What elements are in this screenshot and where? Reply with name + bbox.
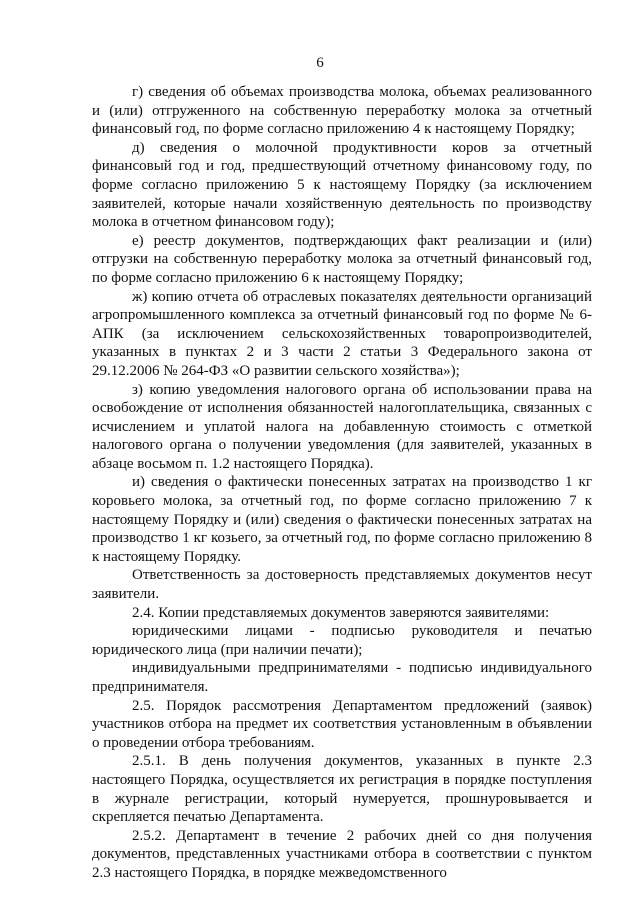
paragraph-item-g: г) сведения об объемах производства молока, объемах реализованного и (или) отгруженного на собственную переработку молока за отчетный финансовый год, по форме согласно приложению 4 к настоящему Порядку; bbox=[92, 84, 592, 138]
paragraph-responsibility: Ответственность за достоверность представляемых документов несут заявители. bbox=[92, 567, 592, 603]
document-body bbox=[92, 83, 592, 883]
paragraph-item-z: з) копию уведомления налогового органа об использовании права на освобождение от исполнения обязанностей налогоплательщика, связанных с исчислением и уплатой налога на добавленную стоимость с отметкой налогового органа о получении уведомления (для заявителей, указанных в абзаце восьмом п. 1.2 настоящего Порядка). bbox=[92, 381, 592, 472]
page-number: 6 bbox=[316, 55, 324, 71]
paragraph-2-5: 2.5. Порядок рассмотрения Департаментом предложений (заявок) участников отбора на предмет их соответствия установленным в объявлении о проведении отбора требованиям. bbox=[92, 697, 592, 751]
paragraph-2-5-2: 2.5.2. Департамент в течение 2 рабочих дней со дня получения документов, представленных участниками отбора в соответствии с пунктом 2.3 настоящего Порядка, в порядке межведомственного bbox=[92, 827, 592, 881]
paragraph-item-d: д) сведения о молочной продуктивности коров за отчетный финансовый год и год, предшествующий отчетному финансовому году, по форме согласно приложению 5 к настоящему Порядку (за исключением заявителей, которые начали хозяйственную деятельность по производству молока в отчетном финансовом году); bbox=[92, 139, 592, 231]
paragraph-item-zh: ж) копию отчета об отраслевых показателях деятельности организаций агропромышленного комплекса за отчетный финансовый год по форме № 6-АПК (за исключением сельскохозяйственных товаропроизводителей, указанных в пунктах 2 и 3 части 2 статьи 3 Федерального закона от 29.12.2006 № 264-ФЗ «О развитии сельского хозяйства»); bbox=[92, 288, 592, 379]
paragraph-item-i: и) сведения о фактически понесенных затратах на производство 1 кг коровьего молока, за отчетный год, по форме согласно приложению 7 к настоящему Порядку и (или) сведения о фактически понесенных затратах на производство 1 кг козьего, за отчетный год, по форме согласно приложению 8 к настоящему Порядку. bbox=[92, 474, 592, 565]
paragraph-individual-entrepreneurs: индивидуальными предпринимателями - подписью индивидуального предпринимателя. bbox=[92, 660, 592, 695]
paragraph-legal-entities: юридическими лицами - подписью руководителя и печатью юридического лица (при наличии печати); bbox=[92, 623, 592, 658]
paragraph-2-4: 2.4. Копии представляемых документов заверяются заявителями: bbox=[132, 604, 550, 621]
paragraph-item-e: е) реестр документов, подтверждающих факт реализации и (или) отгрузки на собственную переработку молока за отчетный финансовый год, по форме согласно приложению 6 к настоящему Порядку; bbox=[92, 232, 592, 286]
paragraph-2-5-1: 2.5.1. В день получения документов, указанных в пункте 2.3 настоящего Порядка, осуществляется их регистрация в порядке поступления в журнале регистрации, который нумеруется, прошнуровывается и скрепляется печатью Департамента. bbox=[92, 753, 592, 826]
